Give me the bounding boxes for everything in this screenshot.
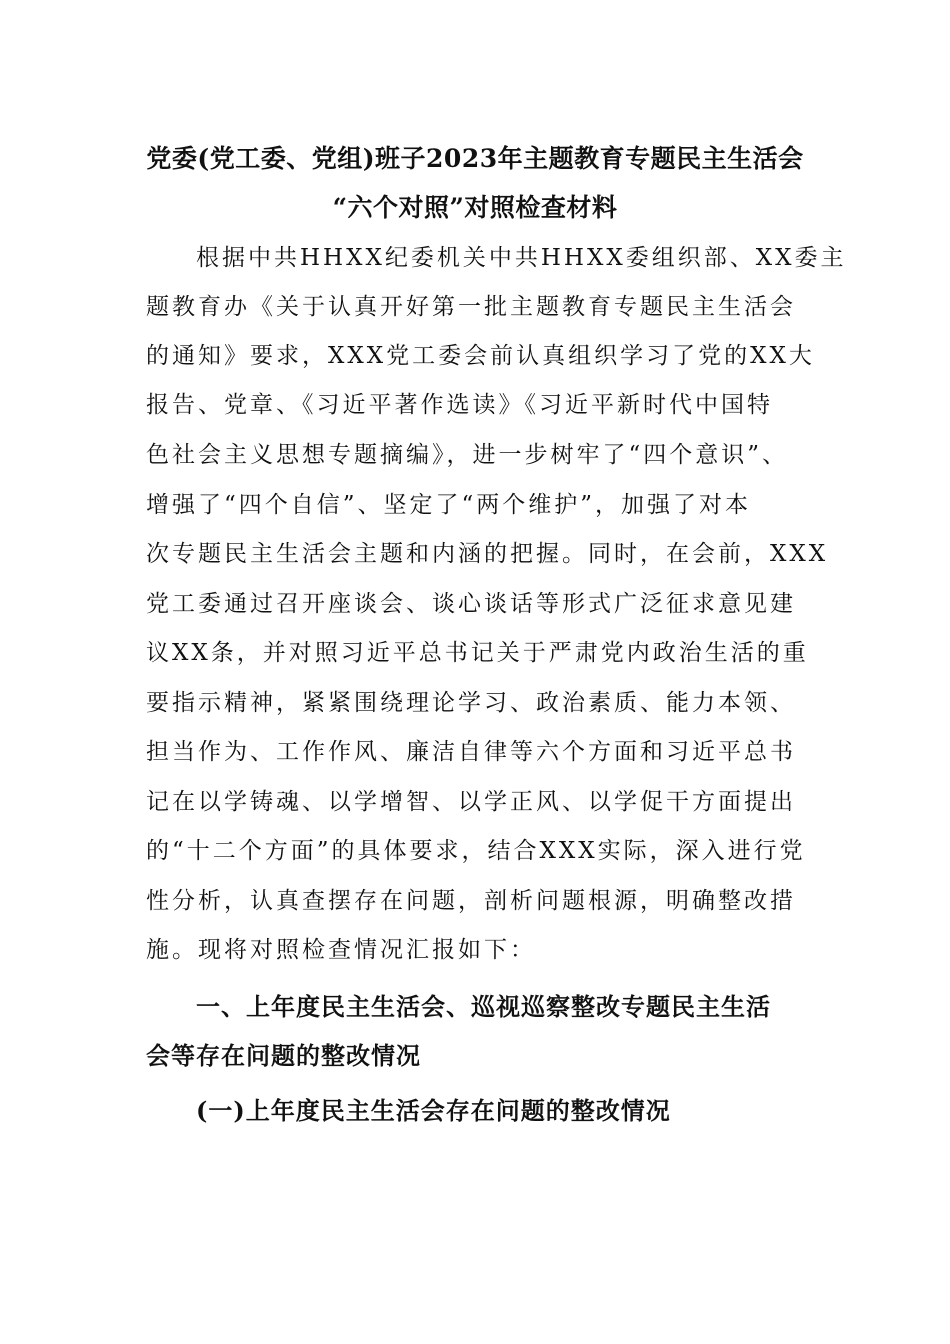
paragraph-line: 色社会主义思想专题摘编》，进一步树牢了“四个意识”、 [146, 442, 789, 468]
document-title-line-2: “六个对照”对照检查材料 [332, 193, 618, 222]
document-title-line-1: 党委(党工委、党组)班子2023年主题教育专题民主生活会 [146, 144, 804, 173]
paragraph-line: 性分析，认真查摆存在问题，剖析问题根源，明确整改措 [146, 888, 796, 914]
subsection-heading: (一)上年度民主生活会存在问题的整改情况 [196, 1096, 671, 1125]
paragraph-line: 次专题民主生活会主题和内涵的把握。同时，在会前，XXX [146, 541, 829, 567]
paragraph-line: 记在以学铸魂、以学增智、以学正风、以学促干方面提出 [146, 789, 796, 815]
section-heading-line-2: 会等存在问题的整改情况 [146, 1041, 421, 1070]
paragraph-line: 议XX条，并对照习近平总书记关于严肃党内政治生活的重 [146, 640, 809, 666]
paragraph-line: 的通知》要求，XXX党工委会前认真组织学习了党的XX大 [146, 343, 815, 369]
paragraph-line: 题教育办《关于认真开好第一批主题教育专题民主生活会 [146, 294, 796, 320]
section-heading-line-1: 一、上年度民主生活会、巡视巡察整改专题民主生活 [196, 992, 771, 1021]
paragraph-line: 要指示精神，紧紧围绕理论学习、政治素质、能力本领、 [146, 690, 796, 716]
paragraph-line: 的“十二个方面”的具体要求，结合XXX实际，深入进行党 [146, 838, 806, 864]
paragraph-line: 施。现将对照检查情况汇报如下： [146, 937, 536, 963]
paragraph-line: 报告、党章、《习近平著作选读》《习近平新时代中国特 [146, 392, 773, 418]
paragraph-line: 增强了“四个自信”、坚定了“两个维护”，加强了对本 [146, 492, 752, 518]
paragraph-line: 根据中共HHXX纪委机关中共HHXX委组织部、XX委主 [196, 245, 847, 271]
paragraph-line: 党工委通过召开座谈会、谈心谈话等形式广泛征求意见建 [146, 591, 796, 617]
paragraph-line: 担当作为、工作作风、廉洁自律等六个方面和习近平总书 [146, 739, 796, 765]
